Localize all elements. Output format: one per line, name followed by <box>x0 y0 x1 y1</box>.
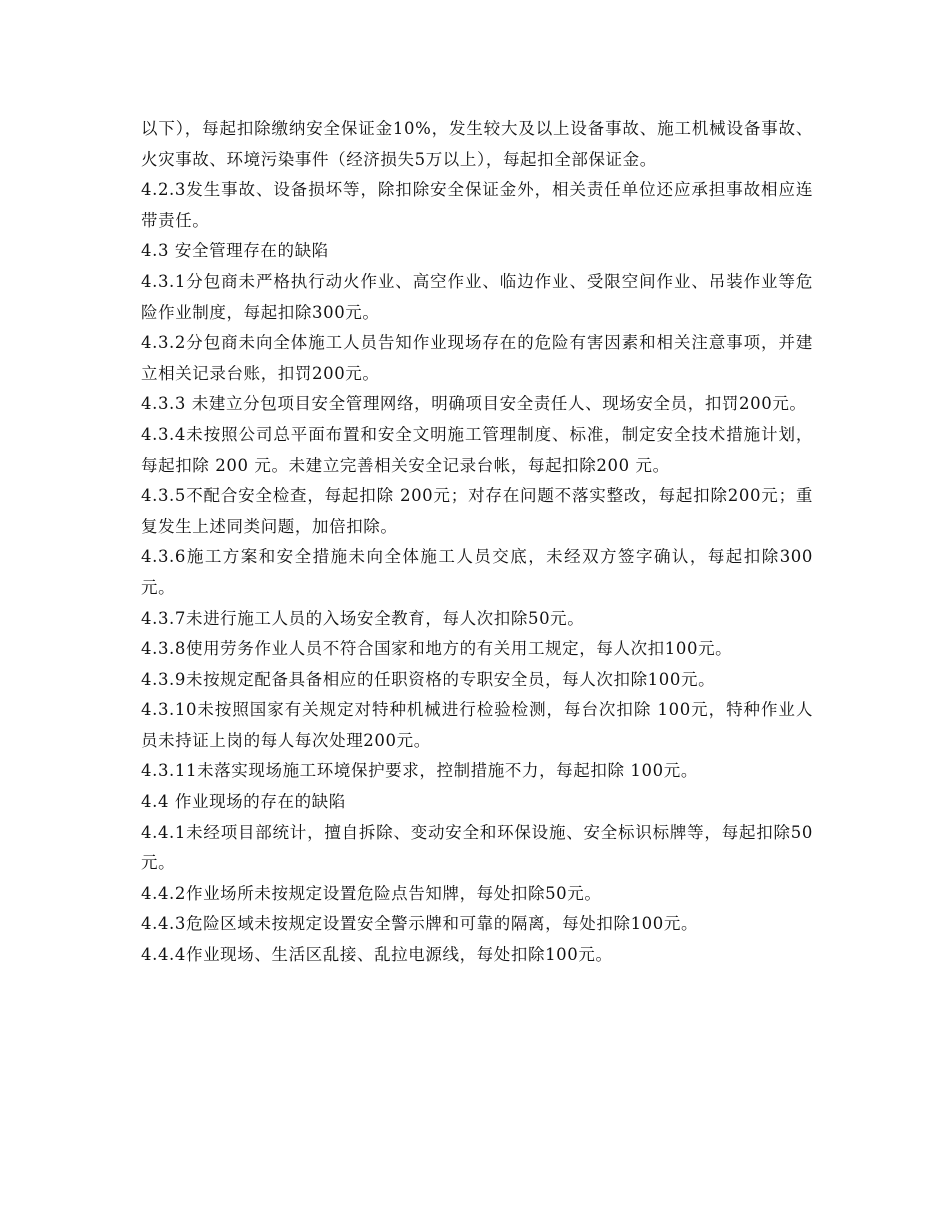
clause-4-3-5: 4.3.5不配合安全检查，每起扣除 200元；对存在问题不落实整改，每起扣除200元；重复发生上述同类问题，加倍扣除。 <box>141 486 813 536</box>
clause-4-3-9: 4.3.9未按规定配备具备相应的任职资格的专职安全员，每人次扣除100元。 <box>141 669 716 689</box>
clause-4-3-7: 4.3.7未进行施工人员的入场安全教育，每人次扣除50元。 <box>141 608 585 628</box>
clause-4-3-1: 4.3.1分包商未严格执行动火作业、高空作业、临边作业、受限空间作业、吊装作业等危险作业制度，每起扣除300元。 <box>141 271 813 322</box>
clause-4-2-3: 4.2.3发生事故、设备损坏等，除扣除安全保证金外，相关责任单位还应承担事故相应连带责任。 <box>141 180 813 230</box>
document-body <box>141 114 813 971</box>
clause-4-3-6: 4.3.6施工方案和安全措施未向全体施工人员交底，未经双方签字确认，每起扣除300元。 <box>141 547 813 597</box>
clause-4-3-3: 4.3.3 未建立分包项目安全管理网络，明确项目安全责任人、现场安全员，扣罚200元。 <box>141 394 807 414</box>
clause-4-4-3: 4.4.3危险区域未按规定设置安全警示牌和可靠的隔离，每处扣除100元。 <box>141 914 699 934</box>
section-heading-4-4: 4.4 作业现场的存在的缺陷 <box>141 792 346 812</box>
clause-4-3-11: 4.3.11未落实现场施工环境保护要求，控制措施不力，每起扣除 100元。 <box>141 761 698 781</box>
clause-4-4-4: 4.4.4作业现场、生活区乱接、乱拉电源线，每处扣除100元。 <box>141 945 613 965</box>
clause-4-3-4: 4.3.4未按照公司总平面布置和安全文明施工管理制度、标准，制定安全技术措施计划，每起扣除 200 元。未建立完善相关安全记录台帐，每起扣除200 元。 <box>141 424 813 475</box>
clause-4-3-2: 4.3.2分包商未向全体施工人员告知作业现场存在的危险有害因素和相关注意事项，并建立相关记录台账，扣罚200元。 <box>141 333 813 383</box>
paragraph-deposit-deduction: 以下），每起扣除缴纳安全保证金10%，发生较大及以上设备事故、施工机械设备事故、火灾事故、环境污染事件（经济损失5万以上），每起扣全部保证金。 <box>141 119 813 169</box>
section-heading-4-3: 4.3 安全管理存在的缺陷 <box>141 241 329 261</box>
clause-4-4-1: 4.4.1未经项目部统计，擅自拆除、变动安全和环保设施、安全标识标牌等，每起扣除50元。 <box>141 822 813 873</box>
clause-4-3-10: 4.3.10未按照国家有关规定对特种机械进行检验检测，每台次扣除 100元，特种作业人员未持证上岗的每人每次处理200元。 <box>141 700 813 750</box>
clause-4-4-2: 4.4.2作业场所未按规定设置危险点告知牌，每处扣除50元。 <box>141 883 602 903</box>
clause-4-3-8: 4.3.8使用劳务作业人员不符合国家和地方的有关用工规定，每人次扣100元。 <box>141 639 733 659</box>
